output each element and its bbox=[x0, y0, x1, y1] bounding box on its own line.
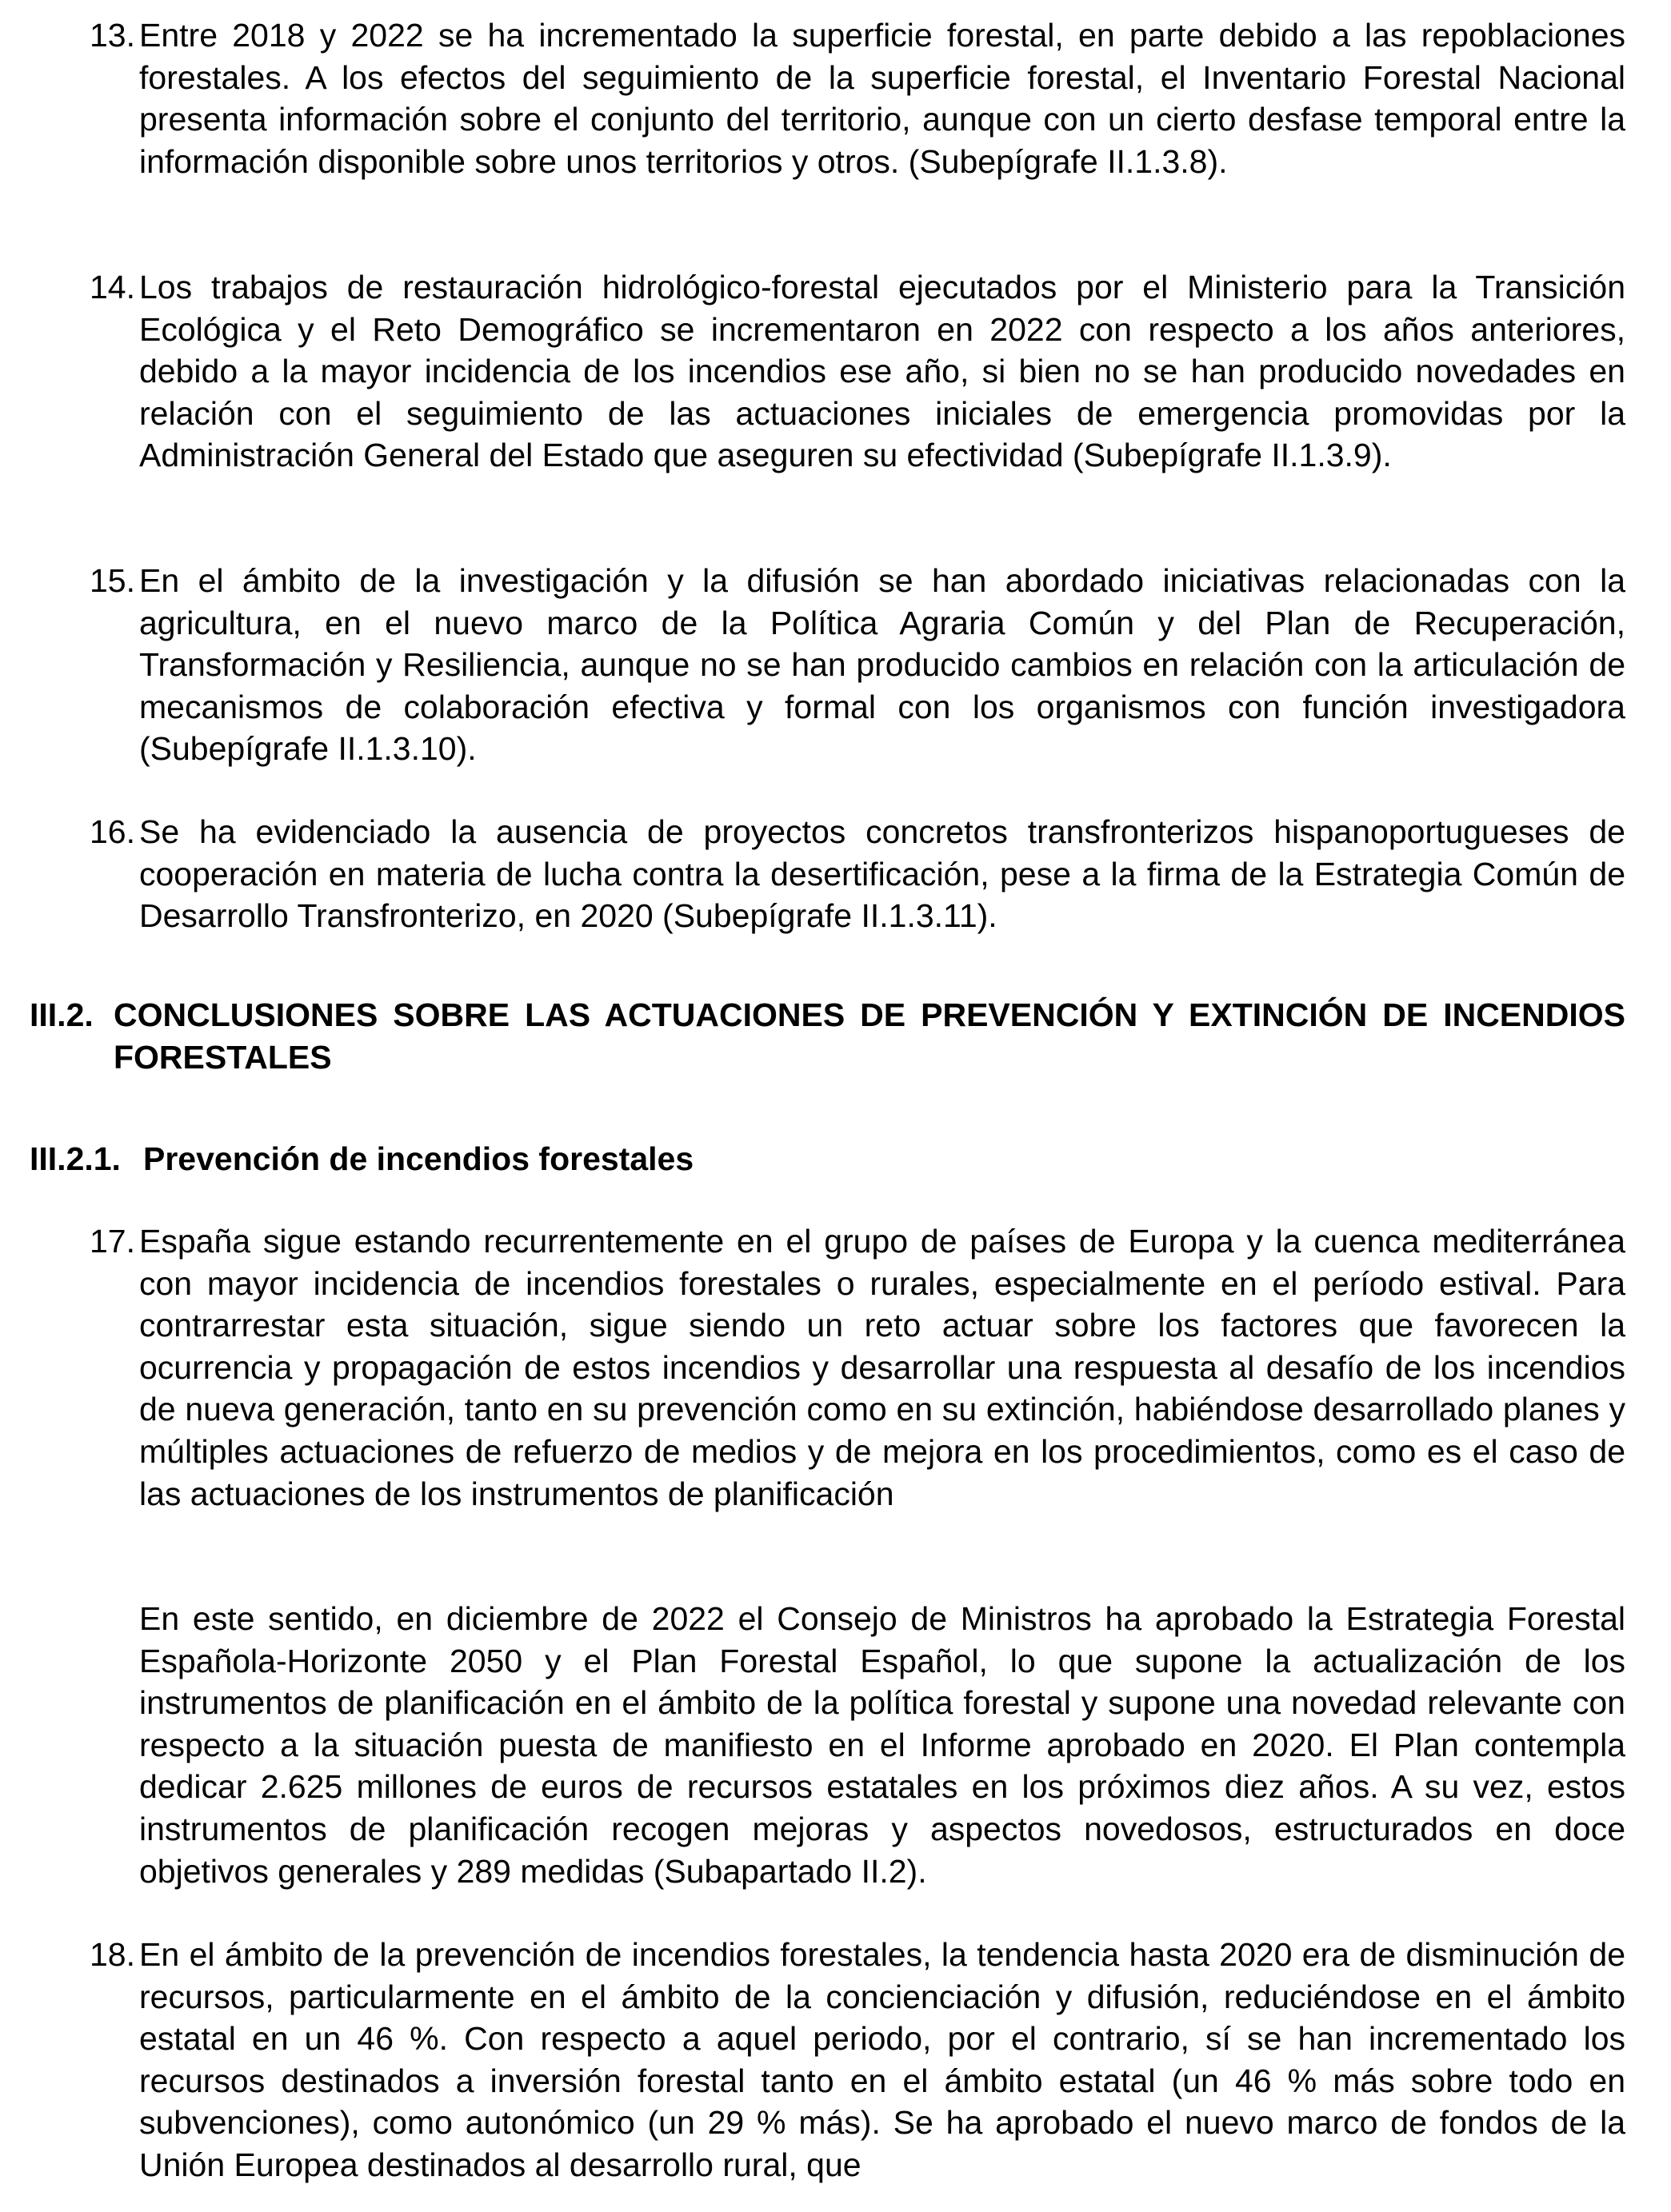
section-title: CONCLUSIONES SOBRE LAS ACTUACIONES DE PREVENCIÓN Y EXTINCIÓN DE INCENDIOS FORESTALES bbox=[114, 996, 1625, 1076]
list-item-17 bbox=[78, 1220, 1625, 1515]
subsection-number: III.2.1. bbox=[30, 1140, 121, 1177]
list-item-15 bbox=[78, 560, 1625, 770]
item-text: En el ámbito de la prevención de incendios forestales, la tendencia hasta 2020 era de disminución de recursos, particularmente en el ámbito de la concienciación y difusión, reduciéndose en el ámbito estatal en un 46 %. Con respecto a aquel periodo, por el contrario, sí se han incrementado los recursos destinados a inversión forestal tanto en el ámbito estatal (un 46 % más sobre todo en subvenciones), como autonómico (un 29 % más). Se ha aprobado el nuevo marco de fondos de la Unión Europea destinados al desarrollo rural, que bbox=[139, 1936, 1625, 2183]
subsection-heading bbox=[30, 1138, 1625, 1180]
list-item-14 bbox=[78, 266, 1625, 477]
item-number: 18. bbox=[90, 1936, 135, 1973]
item-number: 13. bbox=[90, 17, 135, 54]
item-text: Se ha evidenciado la ausencia de proyectos concretos transfronterizos hispanoportugueses de cooperación en materia de lucha contra la desertificación, pese a la firma de la Estrategia Común de Desarrollo Transfronterizo, en 2020 (Subepígrafe II.1.3.11). bbox=[139, 813, 1625, 935]
item-number: 17. bbox=[90, 1223, 135, 1260]
list-item-13 bbox=[78, 14, 1625, 182]
item-text: Los trabajos de restauración hidrológico-forestal ejecutados por el Ministerio para la Transición Ecológica y el Reto Demográfico se incrementaron en 2022 con respecto a los años anteriores, debido a la mayor incidencia de los incendios ese año, si bien no se han producido novedades en relación con el seguimiento de las actuaciones iniciales de emergencia promovidas por la Administración General del Estado que aseguren su efectividad (Subepígrafe II.1.3.9). bbox=[139, 269, 1625, 474]
item-text: En el ámbito de la investigación y la difusión se han abordado iniciativas relacionadas con la agricultura, en el nuevo marco de la Política Agraria Común y del Plan de Recuperación, Transformación y Resiliencia, aunque no se han producido cambios en relación con la articulación de mecanismos de colaboración efectiva y formal con los organismos con función investigadora (Subepígrafe II.1.3.10). bbox=[139, 562, 1625, 768]
item-number: 15. bbox=[90, 562, 135, 599]
subsection-title: Prevención de incendios forestales bbox=[143, 1140, 694, 1177]
section-heading bbox=[30, 994, 1625, 1078]
item-number: 14. bbox=[90, 269, 135, 305]
item-text: Entre 2018 y 2022 se ha incrementado la superficie forestal, en parte debido a las repoblaciones forestales. A los efectos del seguimiento de la superficie forestal, el Inventario Forestal Nacional presenta información sobre el conjunto del territorio, aunque con un cierto desfase temporal entre la información disponible sobre unos territorios y otros. (Subepígrafe II.1.3.8). bbox=[139, 17, 1625, 180]
item-17-continuation: En este sentido, en diciembre de 2022 el Consejo de Ministros ha aprobado la Estrategia Forestal Española-Horizonte 2050 y el Plan Forestal Español, lo que supone la actualización de los instrumentos de planificación en el ámbito de la política forestal y supone una novedad relevante con respecto a la situación puesta de manifiesto en el Informe aprobado en 2020. El Plan contempla dedicar 2.625 millones de euros de recursos estatales en los próximos diez años. A su vez, estos instrumentos de planificación recogen mejoras y aspectos novedosos, estructurados en doce objetivos generales y 289 medidas (Subapartado II.2). bbox=[139, 1600, 1625, 1890]
item-text: España sigue estando recurrentemente en el grupo de países de Europa y la cuenca mediterránea con mayor incidencia de incendios forestales o rurales, especialmente en el período estival. Para contrarrestar esta situación, sigue siendo un reto actuar sobre los factores que favorecen la ocurrencia y propagación de estos incendios y desarrollar una respuesta al desafío de los incendios de nueva generación, tanto en su prevención como en su extinción, habiéndose desarrollado planes y múltiples actuaciones de refuerzo de medios y de mejora en los procedimientos, como es el caso de las actuaciones de los instrumentos de planificación bbox=[139, 1223, 1625, 1512]
list-item-16 bbox=[78, 811, 1625, 937]
section-number: III.2. bbox=[30, 996, 94, 1033]
item-number: 16. bbox=[90, 813, 135, 850]
list-item-18 bbox=[78, 1934, 1625, 2186]
